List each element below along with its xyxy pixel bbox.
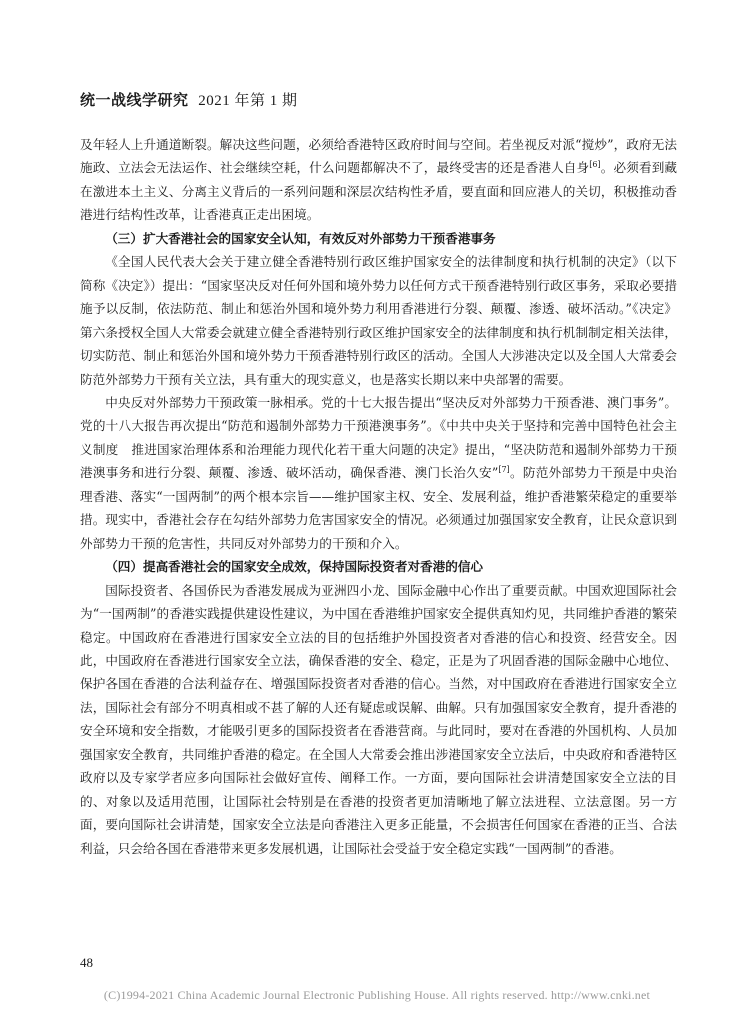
paragraph: 《全国人民代表大会关于建立健全香港特别行政区维护国家安全的法律制度和执行机制的决定》（以下简称《决定》）提出：“国家坚决反对任何外国和境外势力以任何方式干预香港特别行政区事务，采取必要措施予以反制，依法防范、制止和惩治外国和境外势力利用香港进行分裂、颠覆、渗透、破坏活动。”《决定》第六条授权全国人大常委会就建立健全香港特别行政区维护国家安全的法律制度和执行机制制定相关法律，切实防范、制止和惩治外国和境外势力干预香港特别行政区的活动。全国人大涉港决定以及全国人大常委会防范外部势力干预有关立法，具有重大的现实意义，也是落实长期以来中央部署的需要。 xyxy=(80,254,677,387)
citation-ref: [6] xyxy=(589,160,601,170)
paragraph: 中央反对外部势力干预政策一脉相承。党的十七大报告提出“坚决反对外部势力干预香港、澳门事务”。党的十八大报告再次提出“防范和遏制外部势力干预港澳事务”。《中共中央关于坚持和完善中国特色社会主义制度 推进国家治理体系和治理能力现代化若干重大问题的决定》提出，“坚决防范和遏制外部势力干预港澳事务和进行分裂、颠覆、渗透、破坏活动，确保香港、澳门长治久安”[7]。防范外部势力干预是中央治理香港、落实“一国两制”的两个根本宗旨——维护国家主权、安全、发展利益，维护香港繁荣稳定的重要举措。现实中，香港社会存在勾结外部势力危害国家安全的情况。必须通过加强国家安全教育，让民众意识到外部势力干预的危害性，共同反对外部势力的干预和介入。 xyxy=(80,394,677,551)
issue-label: 2021 年第 1 期 xyxy=(198,93,298,109)
section-heading: （四）提高香港社会的国家安全成效，保持国际投资者对香港的信心 xyxy=(105,559,483,575)
article-body xyxy=(80,133,677,860)
citation-ref: [7] xyxy=(498,465,510,475)
page-number: 48 xyxy=(80,955,93,970)
paragraph: 及年轻人上升通道断裂。解决这些问题，必须给香港特区政府时间与空间。若坐视反对派“搅炒”，政府无法施政、立法会无法运作、社会继续空耗，什么问题都解决不了，最终受害的还是香港人自身[6]。必须看到藏在激进本土主义、分离主义背后的一系列问题和深层次结构性矛盾，要直面和回应港人的关切，积极推动香港进行结构性改革，让香港真正走出困境。 xyxy=(80,137,678,223)
section-heading: （三）扩大香港社会的国家安全认知，有效反对外部势力干预香港事务 xyxy=(105,230,496,246)
running-header xyxy=(80,89,680,110)
journal-title: 统一战线学研究 xyxy=(80,91,189,109)
paragraph: 国际投资者、各国侨民为香港发展成为亚洲四小龙、国际金融中心作出了重要贡献。中国欢迎国际社会为“一国两制”的香港实践提供建设性建议，为中国在香港维护国家安全提供真知灼见，共同维护香港的繁荣稳定。中国政府在香港进行国家安全立法的目的包括维护外国投资者对香港的信心和投资、经营安全。因此，中国政府在香港进行国家安全立法，确保香港的安全、稳定，正是为了巩固香港的国际金融中心地位、保护各国在香港的合法利益存在、增强国际投资者对香港的信心。当然，对中国政府在香港进行国家安全立法，国际社会有部分不明真相或不甚了解的人还有疑虑或误解、曲解。只有加强国家安全教育，提升香港的安全环境和安全指数，才能吸引更多的国际投资者在香港营商。与此同时，要对在香港的外国机构、人员加强国家安全教育，共同维护香港的稳定。在全国人大常委会推出涉港国家安全立法后，中央政府和香港特区政府以及专家学者应多向国际社会做好宣传、阐释工作。一方面，要向国际社会讲清楚国家安全立法的目的、对象以及适用范围，让国际社会特别是在香港的投资者更加清晰地了解立法进程、立法意图。另一方面，要向国际社会讲清楚，国家安全立法是向香港注入更多正能量，不会损害任何国家在香港的正当、合法利益，只会给各国在香港带来更多发展机遇，让国际社会受益于安全稳定实践“一国两制”的香港。 xyxy=(80,582,677,856)
copyright-footer: (C)1994-2021 China Academic Journal Electronic Publishing House. All rights reserved. http://www.cnki.net xyxy=(103,988,651,1002)
